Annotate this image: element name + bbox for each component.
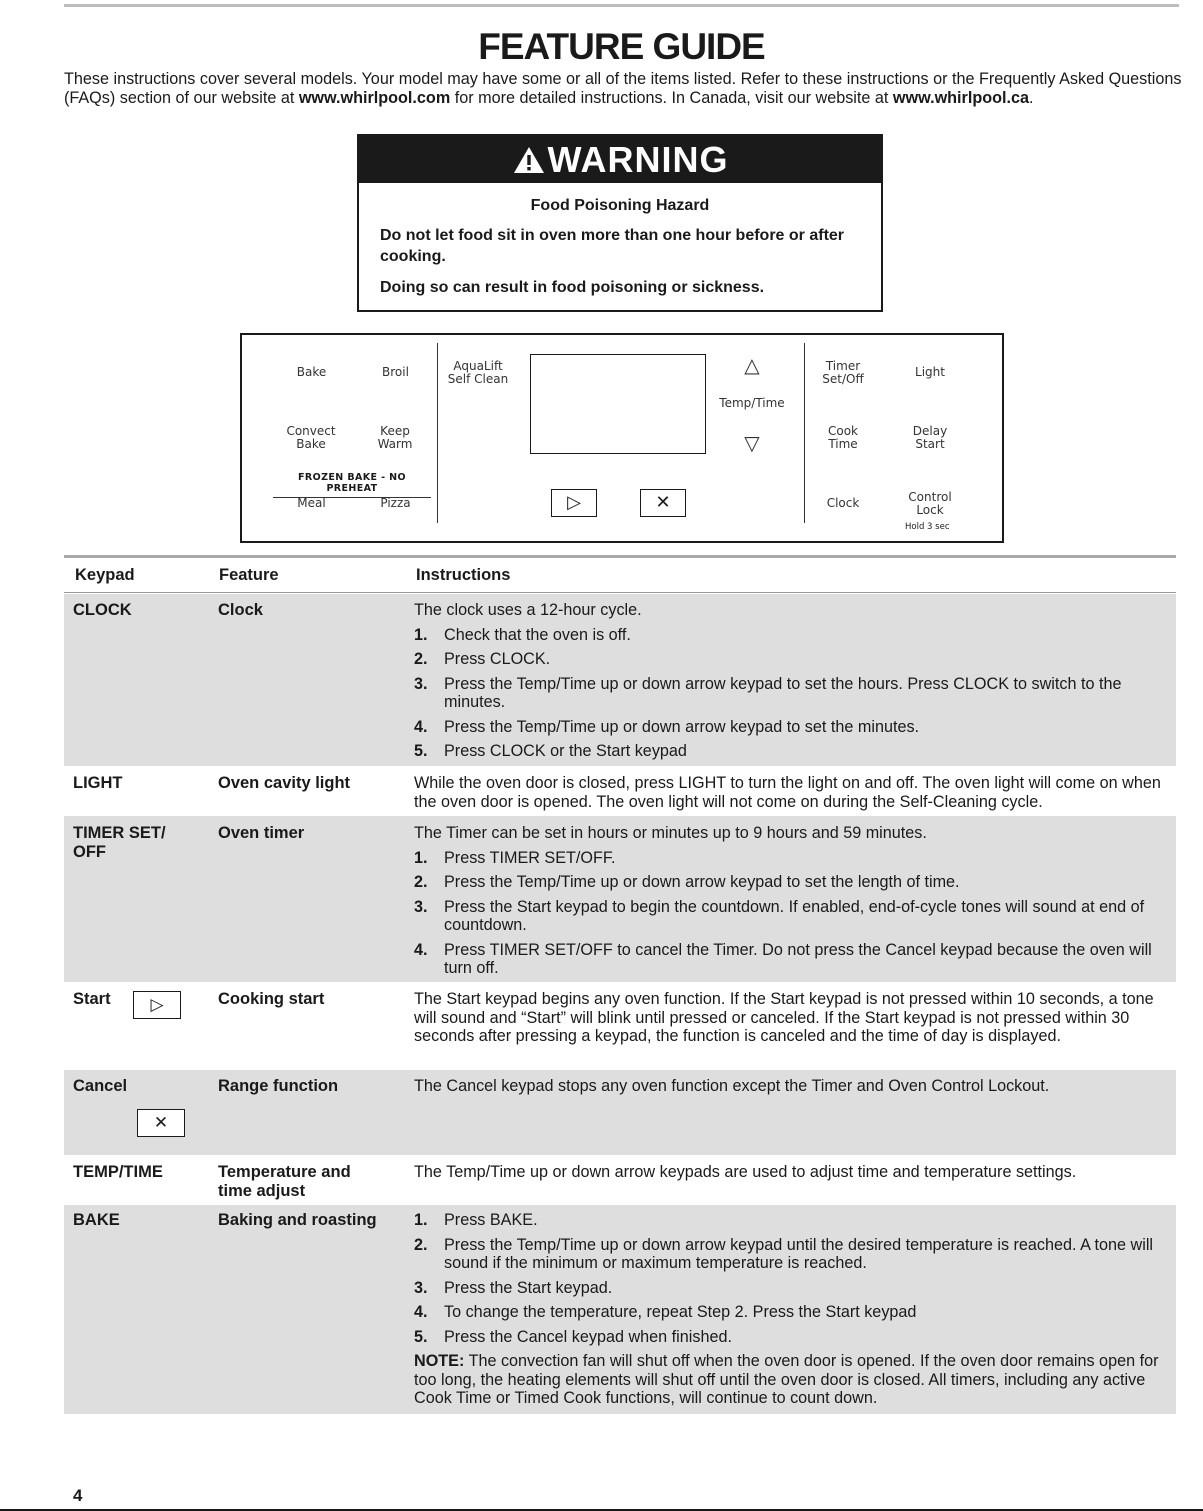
step-number: 5. [414,1327,428,1346]
start-icon: ▷ [133,991,181,1019]
panel-light-key[interactable]: Light [915,365,945,379]
intro-paragraph [64,70,1184,108]
warning-line-1: Do not let food sit in oven more than one hour before or after cooking. [380,227,845,265]
step-number: 2. [414,873,428,891]
panel-bake-key[interactable]: Bake [296,365,327,379]
instructions-cancel: The Cancel keypad stops any oven function except the Timer and Oven Control Lockout. [414,1077,1050,1095]
step-text: Press the Temp/Time up or down arrow keypad to set the length of time. [444,873,960,891]
step-text: Press TIMER SET/OFF. [444,848,616,867]
top-rule [64,4,1179,7]
note-label: NOTE: [414,1352,465,1370]
arrow-up-icon[interactable]: △ [744,353,760,377]
step-number: 3. [414,674,428,693]
warning-subheading: Food Poisoning Hazard [530,197,710,214]
list-item [414,626,1174,645]
table-row-timer [64,816,1176,982]
list-item [414,1236,1174,1273]
panel-meal-key[interactable]: Meal [297,496,326,510]
intro-text-3: . [1029,89,1034,107]
keypad-clock: CLOCK [73,601,132,619]
list-item [414,742,1174,761]
intro-text-1: These instructions cover several models. Your model may have some or all of the items listed. Refer to these instructions or the Frequently Asked Questions (FAQs) section of our website at [64,70,1182,107]
bake-note [414,1352,1174,1408]
cancel-icon: ✕ [137,1109,185,1137]
feature-temp-time: Temperature and time adjust [218,1163,351,1200]
list-item [414,718,1174,737]
list-item [414,898,1174,935]
list-item [414,849,1174,868]
step-text: Press the Start keypad. [444,1278,613,1297]
step-number: 2. [414,1235,428,1254]
list-item [414,941,1174,978]
instructions-clock [414,601,1174,761]
panel-aqualift-key[interactable]: AquaLift Self Clean [447,359,509,386]
step-text: Press the Cancel keypad when finished. [444,1327,732,1346]
feature-start: Cooking start [218,990,325,1008]
step-text: Press the Start keypad to begin the countdown. If enabled, end-of-cycle tones will sound at end of countdown. [444,897,1145,934]
note-text: The convection fan will shut off when the oven door is opened. If the oven door remains open for too long, the heating elements will shut off until the oven door is closed. All timers, including any active Cook Time or Timed Cook functions, will continue to count down. [414,1352,1159,1407]
panel-keep-warm-key[interactable]: Keep Warm [377,424,413,451]
step-text: Press the Temp/Time up or down arrow keypad until the desired temperature is reached. A tone will sound if the minimum or maximum temperature is reached. [444,1235,1154,1272]
step-text: Press CLOCK. [444,650,551,668]
step-text: Press the Temp/Time up or down arrow keypad to set the minutes. [444,717,920,736]
step-text: To change the temperature, repeat Step 2. Press the Start keypad [444,1303,917,1321]
step-number: 1. [414,1211,428,1229]
instructions-light: While the oven door is closed, press LIGHT to turn the light on and off. The oven light will come on when the oven door is opened. The oven light will not come on during the Self-Cleaning cycle. [414,774,1161,811]
list-item [414,675,1174,712]
table-row-clock [64,594,1176,766]
panel-timer-key[interactable]: Timer Set/Off [822,359,864,386]
feature-clock: Clock [218,601,263,619]
header-feature: Feature [219,566,279,584]
warning-header [359,136,881,183]
keypad-temp-time: TEMP/TIME [73,1163,163,1181]
header-instructions: Instructions [416,566,511,584]
feature-bake: Baking and roasting [218,1211,377,1229]
step-text: Press the Temp/Time up or down arrow keypad to set the hours. Press CLOCK to switch to the minutes. [444,674,1122,711]
step-number: 2. [414,650,428,668]
step-number: 3. [414,897,428,916]
list-item [414,1211,1174,1230]
panel-delay-start-key[interactable]: Delay Start [912,424,948,451]
instructions-timer [414,824,1174,978]
cancel-icon[interactable]: ✕ [640,489,686,517]
instructions-temp-time: The Temp/Time up or down arrow keypads are used to adjust time and temperature settings. [414,1163,1077,1181]
step-number: 3. [414,1278,428,1297]
step-number: 1. [414,848,428,867]
instructions-bake [414,1205,1174,1408]
header-rule [64,592,1176,593]
panel-pizza-key[interactable]: Pizza [380,496,411,510]
step-number: 5. [414,742,428,760]
table-row-bake [64,1205,1176,1414]
feature-timer: Oven timer [218,824,305,842]
keypad-start: Start [73,990,111,1008]
keypad-light: LIGHT [73,774,123,792]
panel-cook-time-key[interactable]: Cook Time [827,424,858,451]
warning-line-2: Doing so can result in food poisoning or sickness. [380,279,765,296]
list-item [414,1328,1174,1347]
panel-clock-key[interactable]: Clock [826,496,860,510]
timer-intro: The Timer can be set in hours or minutes up to 9 hours and 59 minutes. [414,824,927,842]
feature-light: Oven cavity light [218,774,351,792]
panel-divider-right [804,343,805,523]
panel-broil-key[interactable]: Broil [382,365,409,379]
table-row-light [64,766,1176,816]
step-number: 4. [414,940,428,959]
step-text: Check that the oven is off. [444,625,631,644]
instructions-start: The Start keypad begins any oven function. If the Start keypad is not pressed within 10 seconds, a tone will sound and “Start” will blink until pressed or canceled. If the Start keypad is not pressed within 30 seconds after pressing a keypad, the function is canceled and the time of day is displayed. [414,990,1154,1045]
page-number: 4 [73,1486,83,1505]
warning-box [357,134,883,312]
page-title: FEATURE GUIDE [478,26,765,67]
step-number: 4. [414,717,428,736]
step-number: 4. [414,1303,428,1321]
whirlpool-com-link[interactable]: www.whirlpool.com [298,89,451,107]
intro-text-2: for more detailed instructions. In Canada, visit our website at [450,89,893,107]
whirlpool-ca-link[interactable]: www.whirlpool.ca [892,89,1030,107]
warning-triangle-icon [512,139,546,186]
table-row-start [64,982,1176,1070]
control-panel-diagram [240,333,1004,543]
keypad-timer: TIMER SET/ OFF [73,824,166,861]
panel-convect-bake-key[interactable]: Convect Bake [286,424,336,451]
list-item [414,1279,1174,1298]
panel-control-lock-key[interactable]: Control Lock [908,490,952,517]
list-item [414,873,1174,892]
panel-divider-left [437,343,438,523]
table-row-cancel [64,1070,1176,1155]
list-item [414,650,1174,669]
arrow-down-icon[interactable]: ▽ [744,431,760,455]
table-top-rule [64,555,1176,558]
step-text: Press BAKE. [444,1211,538,1229]
clock-intro: The clock uses a 12-hour cycle. [414,601,642,619]
panel-temp-time-label: Temp/Time [719,396,785,410]
table-row-temp-time [64,1155,1176,1205]
frozen-bake-label: FROZEN BAKE - NO PREHEAT [273,472,431,498]
keypad-cancel: Cancel [73,1077,128,1095]
panel-display [530,354,706,454]
list-item [414,1303,1174,1322]
header-keypad: Keypad [75,566,135,584]
keypad-bake: BAKE [73,1211,120,1229]
step-text: Press TIMER SET/OFF to cancel the Timer. Do not press the Cancel keypad because the oven will turn off. [444,940,1152,977]
feature-cancel: Range function [218,1077,339,1095]
warning-heading: WARNING [547,139,729,180]
hold-3-sec-label: Hold 3 sec [905,522,950,532]
step-number: 1. [414,625,428,644]
step-text: Press CLOCK or the Start keypad [444,742,687,760]
start-icon[interactable]: ▷ [551,489,597,517]
